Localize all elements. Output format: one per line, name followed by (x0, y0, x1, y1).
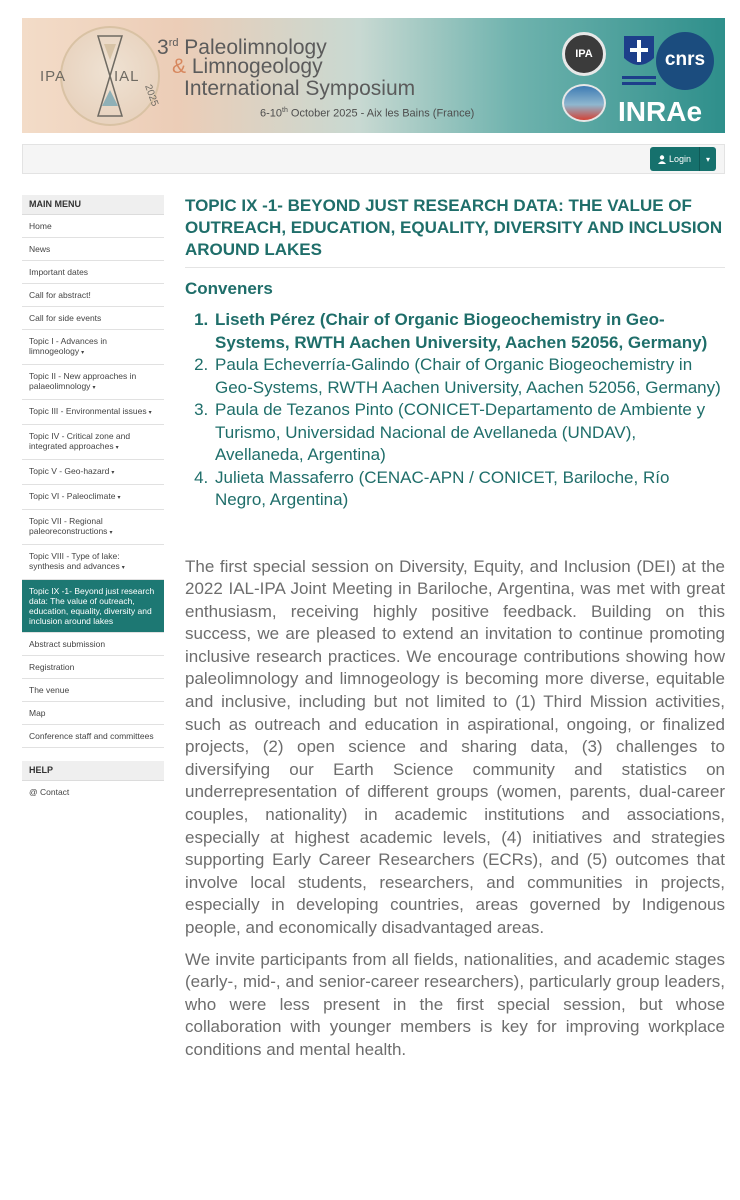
banner-title-line3: International Symposium (184, 77, 416, 100)
sidebar-menu-item[interactable] (22, 656, 164, 679)
logo-year: 2025 (142, 83, 161, 108)
sidebar-menu-item-label: Topic VIII - Type of lake: synthesis and advances (29, 551, 120, 571)
chevron-down-icon: ▾ (117, 495, 121, 501)
sidebar-menu-item[interactable] (22, 702, 164, 725)
partner-logo-ipa: IPA (562, 32, 606, 76)
chevron-down-icon: ▾ (148, 410, 152, 416)
top-toolbar (22, 144, 725, 174)
sidebar-menu-item[interactable] (22, 425, 164, 460)
sidebar-menu-item[interactable] (22, 238, 164, 261)
chevron-down-icon: ▾ (121, 565, 125, 571)
help-menu (22, 781, 164, 803)
convener-item: 3. Paula de Tezanos Pinto (CONICET-Departamento de Ambiente y Turismo, Universidad Nacional de Avellaneda (UNDAV), Avellaneda, Argentina) (213, 399, 725, 467)
sidebar (22, 195, 164, 803)
conveners-heading: Conveners (185, 279, 273, 298)
login-button-group[interactable] (650, 147, 716, 171)
login-dropdown-toggle[interactable] (700, 147, 716, 171)
contact-link[interactable]: @ Contact (29, 787, 70, 797)
login-label: Login (668, 154, 691, 164)
sidebar-menu-item[interactable] (22, 307, 164, 330)
logo-ipa-text: IPA (40, 68, 67, 85)
partner-logo-cnrs: cnrs (656, 32, 714, 90)
sidebar-menu-item[interactable] (22, 215, 164, 238)
sidebar-menu-item[interactable] (22, 261, 164, 284)
page-title: TOPIC IX -1- BEYOND JUST RESEARCH DATA: THE VALUE OF OUTREACH, EDUCATION, EQUALITY, DIVERSITY AND INCLUSION AROUND LAKES (185, 195, 725, 268)
sidebar-menu-item[interactable] (22, 633, 164, 656)
sidebar-menu-item-label: Important dates (29, 267, 89, 277)
symposium-banner[interactable] (22, 18, 725, 133)
chevron-down-icon: ▾ (111, 470, 115, 476)
sidebar-menu-item-label: Topic V - Geo-hazard (29, 466, 110, 476)
sidebar-menu-item[interactable] (22, 725, 164, 748)
sidebar-menu-item[interactable] (22, 365, 164, 400)
partner-logo-savoie-icon (618, 32, 660, 92)
banner-dates: 6-10th October 2025 - Aix les Bains (France) (260, 107, 475, 120)
conveners-list (185, 309, 725, 512)
sidebar-menu-item[interactable] (22, 460, 164, 485)
banner-title-line2: & Limnogeology (172, 55, 323, 78)
sidebar-menu-item-label: Topic VI - Paleoclimate (29, 491, 116, 501)
sidebar-menu-item-label: Abstract submission (29, 639, 106, 649)
sidebar-menu-item-label: Topic II - New approaches in palaeolimnology (29, 371, 137, 391)
description-paragraph-1: The first special session on Diversity, Equity, and Inclusion (DEI) at the 2022 IAL-IPA Joint Meeting in Bariloche, Argentina, was met with great enthusiasm, receiving highly positive feedback. Building on this success, we are pleased to extend an invitation to continue promoting inclusive research practices. We encourage contributions showing how paleolimnology and limnogeology is becoming more diverse, equitable and inclusive, including but not limited to (1) Third Mission activities, such as outreach and education in aspirational, ongoing, or finalized projects, (2) open science and sharing data, (3) challenges to diversifying our Earth Science community and statistics on underrepresentation of different groups (women, parents, dual-career couples, nationality) in academic institutions and associations, especially at highest academic levels, (4) initiatives and strategies supporting Early Career Researchers (ECRs), and (5) outcomes that involve local students, researchers, and communities in projects, especially in developing countries, areas governed by Indigenous people, and economically disadvantaged areas. (185, 556, 725, 937)
sidebar-menu-item-label: Conference staff and committees (29, 731, 154, 741)
sidebar-menu-item[interactable] (22, 485, 164, 510)
sidebar-menu-item-label: Call for side events (29, 313, 102, 323)
chevron-down-icon: ▾ (109, 530, 113, 536)
description-paragraph-2: We invite participants from all fields, nationalities, and academic stages (early-, mid-, and senior-career researchers), particularly group leaders, who were less present in the first special session, but whose collaboration with younger members is key for improving workplace conditions and mental health. (185, 949, 725, 1059)
sidebar-menu-item-label: News (29, 244, 51, 254)
sidebar-menu-item[interactable] (22, 679, 164, 702)
sidebar-menu-item-label: Registration (29, 662, 75, 672)
sidebar-menu-item[interactable] (22, 545, 164, 580)
banner-title-line1: 3rd Paleolimnology (157, 36, 327, 59)
convener-item: 2. Paula Echeverría-Galindo (Chair of Organic Biogeochemistry in Geo-Systems, RWTH Aachen University, Aachen 52056, Germany) (213, 354, 725, 399)
sidebar-menu-item-label: Map (29, 708, 46, 718)
chevron-down-icon: ▾ (115, 445, 119, 451)
convener-item: 1. Liseth Pérez (Chair of Organic Biogeochemistry in Geo-Systems, RWTH Aachen University, Aachen 52056, Germany) (213, 309, 725, 354)
sidebar-menu-item[interactable] (22, 400, 164, 425)
sidebar-menu-item-label: Topic IX -1- Beyond just research data: The value of outreach, education, equality, diversity and inclusion around lakes (29, 586, 155, 626)
sidebar-menu-item-label: Topic III - Environmental issues (29, 406, 147, 416)
main-menu (22, 215, 164, 748)
sidebar-menu-item[interactable] (22, 580, 164, 633)
main-content (185, 195, 725, 1062)
sidebar-menu-item-label: The venue (29, 685, 70, 695)
chevron-down-icon: ▾ (92, 385, 96, 391)
convener-item: 4. Julieta Massaferro (CENAC-APN / CONICET, Bariloche, Río Negro, Argentina) (213, 467, 725, 512)
user-icon (658, 155, 666, 164)
sidebar-menu-item-label: Call for abstract! (29, 290, 91, 300)
help-menu-title: HELP (22, 761, 164, 781)
partner-logo-inrae: INRAe (618, 96, 703, 127)
logo-ial-text: IAL (114, 68, 140, 85)
sidebar-menu-item-label: Topic IV - Critical zone and integrated approaches (29, 431, 131, 451)
chevron-down-icon: ▾ (705, 154, 710, 164)
sidebar-menu-item[interactable] (22, 330, 164, 365)
sidebar-menu-item[interactable] (22, 284, 164, 307)
sidebar-menu-item-label: Home (29, 221, 52, 231)
sidebar-menu-item-label: Topic VII - Regional paleoreconstructions (29, 516, 108, 536)
partner-logo-ial-icon (562, 84, 606, 122)
login-button[interactable] (650, 147, 700, 171)
chevron-down-icon: ▾ (81, 350, 85, 356)
sidebar-menu-item[interactable] (22, 510, 164, 545)
main-menu-title: MAIN MENU (22, 195, 164, 215)
sidebar-menu-item-label: Topic I - Advances in limnogeology (29, 336, 107, 356)
